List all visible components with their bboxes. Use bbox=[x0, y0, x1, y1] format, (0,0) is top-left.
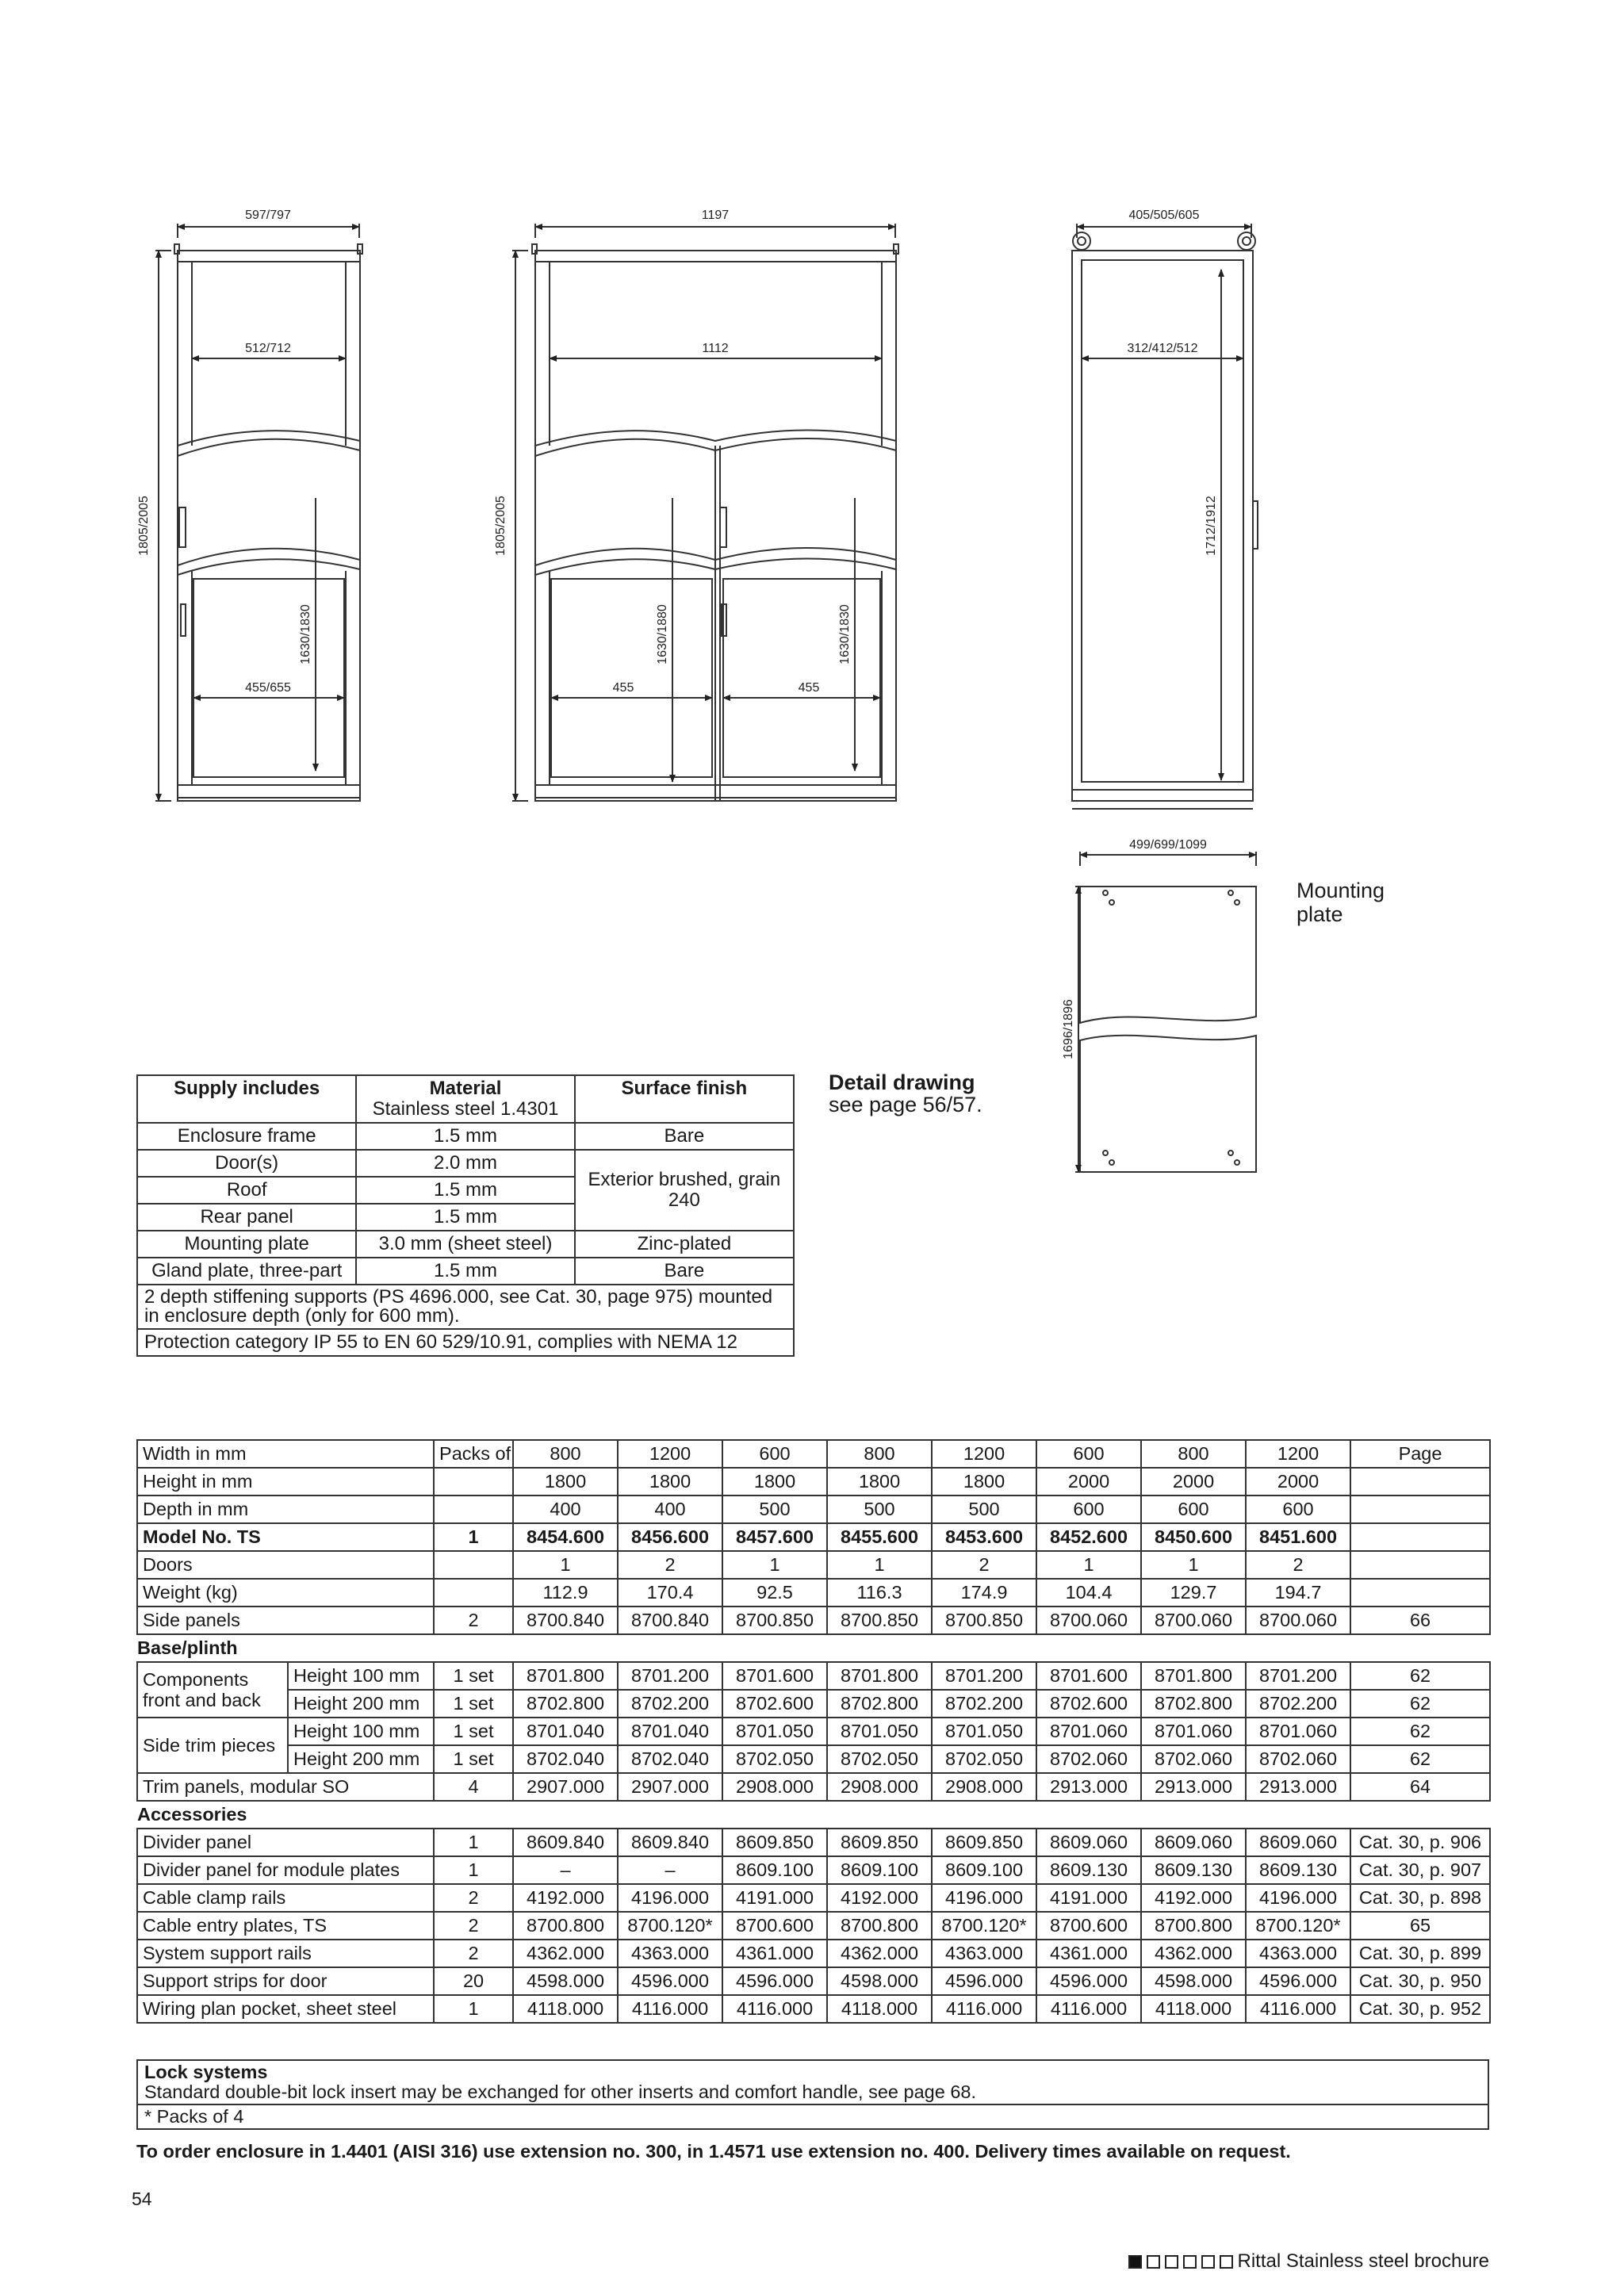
table-cell: 8702.050 bbox=[932, 1745, 1036, 1773]
table-cell: 8452.600 bbox=[1036, 1523, 1141, 1551]
table-cell: 4196.000 bbox=[618, 1884, 722, 1912]
table-cell: 194.7 bbox=[1246, 1579, 1350, 1607]
table-cell: 62 bbox=[1350, 1718, 1490, 1745]
table-cell: 8702.050 bbox=[827, 1745, 932, 1773]
table-cell: Support strips for door bbox=[137, 1967, 434, 1995]
table-cell: 4596.000 bbox=[1036, 1967, 1141, 1995]
table-cell: 8702.200 bbox=[618, 1690, 722, 1718]
table-cell: 8455.600 bbox=[827, 1523, 932, 1551]
brochure-footer bbox=[1128, 2250, 1489, 2273]
table-cell: 8609.850 bbox=[827, 1829, 932, 1856]
table-cell: 8700.850 bbox=[722, 1607, 827, 1634]
table-cell: 62 bbox=[1350, 1745, 1490, 1773]
table-cell: 8701.060 bbox=[1036, 1718, 1141, 1745]
table-cell: 2907.000 bbox=[618, 1773, 722, 1801]
table-cell: 4362.000 bbox=[827, 1940, 932, 1967]
material-header: Material Stainless steel 1.4301 bbox=[356, 1075, 574, 1123]
table-cell bbox=[1350, 1496, 1490, 1523]
group-label: Components front and back bbox=[137, 1662, 288, 1718]
table-cell: 62 bbox=[1350, 1662, 1490, 1690]
supply-note-row bbox=[137, 1285, 794, 1329]
double-height-label: 1805/2005 bbox=[494, 496, 508, 556]
table-cell: 4361.000 bbox=[722, 1940, 827, 1967]
table-cell: 4596.000 bbox=[618, 1967, 722, 1995]
table-cell: 8700.850 bbox=[932, 1607, 1036, 1634]
lock-systems-cell bbox=[137, 2060, 1488, 2104]
table-cell: Packs of bbox=[434, 1440, 513, 1468]
table-row bbox=[137, 1967, 1490, 1995]
table-cell: 1800 bbox=[827, 1468, 932, 1496]
double-lower-width-right-label: 455 bbox=[798, 681, 820, 695]
table-cell: 4116.000 bbox=[722, 1995, 827, 2023]
double-inner-width-label: 1112 bbox=[702, 342, 729, 355]
table-row bbox=[137, 1468, 1490, 1496]
table-cell bbox=[434, 1579, 513, 1607]
table-cell: 4118.000 bbox=[1141, 1995, 1246, 2023]
table-cell: 1800 bbox=[932, 1468, 1036, 1496]
table-cell: 4 bbox=[434, 1773, 513, 1801]
table-cell: Height 100 mm bbox=[288, 1662, 434, 1690]
table-cell: 2913.000 bbox=[1036, 1773, 1141, 1801]
double-door-enclosure-drawing bbox=[512, 224, 898, 801]
table-cell: 8700.120* bbox=[618, 1912, 722, 1940]
table-cell: 8609.840 bbox=[513, 1829, 618, 1856]
table-cell: Cat. 30, p. 906 bbox=[1350, 1829, 1490, 1856]
single-inner-height-label: 1630/1830 bbox=[299, 604, 312, 664]
table-row bbox=[137, 1884, 1490, 1912]
table-row bbox=[137, 1912, 1490, 1940]
table-cell: 64 bbox=[1350, 1773, 1490, 1801]
table-cell: 8702.040 bbox=[618, 1745, 722, 1773]
table-cell bbox=[434, 1551, 513, 1579]
table-cell bbox=[1350, 1551, 1490, 1579]
supply-row: Gland plate, three-part 1.5 mm Bare bbox=[137, 1258, 794, 1285]
table-cell: 8700.800 bbox=[1141, 1912, 1246, 1940]
supply-includes-header: Supply includes bbox=[137, 1075, 356, 1123]
protection-category-note: Protection category IP 55 to EN 60 529/10.91, complies with NEMA 12 bbox=[137, 1329, 794, 1356]
table-cell: 8609.850 bbox=[722, 1829, 827, 1856]
table-cell: 4192.000 bbox=[827, 1884, 932, 1912]
table-cell: 1 set bbox=[434, 1718, 513, 1745]
table-cell: 8701.050 bbox=[722, 1718, 827, 1745]
table-cell: Cat. 30, p. 907 bbox=[1350, 1856, 1490, 1884]
table-cell: 8450.600 bbox=[1141, 1523, 1246, 1551]
table-cell: 2000 bbox=[1246, 1468, 1350, 1496]
table-cell: 4363.000 bbox=[618, 1940, 722, 1967]
table-cell: Trim panels, modular SO bbox=[137, 1773, 434, 1801]
surface-finish-header: Surface finish bbox=[575, 1075, 794, 1123]
table-cell: 8702.040 bbox=[513, 1745, 618, 1773]
table-cell: 8609.060 bbox=[1141, 1829, 1246, 1856]
page-number: 54 bbox=[132, 2189, 152, 2209]
table-cell: 8700.060 bbox=[1246, 1607, 1350, 1634]
table-row bbox=[137, 1690, 1490, 1718]
table-cell: Width in mm bbox=[137, 1440, 434, 1468]
side-width-label: 405/505/605 bbox=[1128, 209, 1200, 222]
table-cell: 600 bbox=[1036, 1496, 1141, 1523]
table-cell: 4363.000 bbox=[932, 1940, 1036, 1967]
accessories-heading: Accessories bbox=[137, 1804, 247, 1825]
table-cell: Wiring plan pocket, sheet steel bbox=[137, 1995, 434, 2023]
table-cell: 500 bbox=[827, 1496, 932, 1523]
table-cell: 4598.000 bbox=[513, 1967, 618, 1995]
table-cell: 8702.060 bbox=[1246, 1745, 1350, 1773]
table-cell: 1 bbox=[827, 1551, 932, 1579]
table-cell: 8454.600 bbox=[513, 1523, 618, 1551]
table-cell: 4116.000 bbox=[1246, 1995, 1350, 2023]
table-cell: 2 bbox=[932, 1551, 1036, 1579]
table-cell: 8701.800 bbox=[827, 1662, 932, 1690]
square-filled-icon bbox=[1128, 2255, 1142, 2269]
table-row bbox=[137, 1551, 1490, 1579]
square-outline-icon bbox=[1183, 2255, 1197, 2269]
stiffening-supports-note: 2 depth stiffening supports (PS 4696.000, see Cat. 30, page 975) mounted in enclosure depth (only for 600 mm). bbox=[137, 1285, 794, 1329]
table-cell bbox=[1350, 1579, 1490, 1607]
table-cell: 1800 bbox=[513, 1468, 618, 1496]
single-height-label: 1805/2005 bbox=[137, 496, 151, 556]
model-table bbox=[136, 1439, 1491, 2024]
table-cell: 2 bbox=[434, 1884, 513, 1912]
table-cell: 170.4 bbox=[618, 1579, 722, 1607]
table-cell: 8702.200 bbox=[1246, 1690, 1350, 1718]
table-cell: 1 bbox=[722, 1551, 827, 1579]
table-cell: Doors bbox=[137, 1551, 434, 1579]
table-cell: 8700.840 bbox=[618, 1607, 722, 1634]
table-cell: 174.9 bbox=[932, 1579, 1036, 1607]
table-cell: 2908.000 bbox=[722, 1773, 827, 1801]
table-cell: 8702.600 bbox=[1036, 1690, 1141, 1718]
single-width-label: 597/797 bbox=[245, 209, 291, 222]
base-plinth-heading: Base/plinth bbox=[137, 1637, 238, 1658]
table-cell: 8609.130 bbox=[1246, 1856, 1350, 1884]
table-cell: 2 bbox=[434, 1912, 513, 1940]
lock-systems-text: Standard double-bit lock insert may be exchanged for other inserts and comfort handle, see page 68. bbox=[144, 2081, 976, 2102]
table-cell: Model No. TS bbox=[137, 1523, 434, 1551]
table-cell: 4192.000 bbox=[1141, 1884, 1246, 1912]
table-cell: 8701.050 bbox=[827, 1718, 932, 1745]
table-cell: 2000 bbox=[1036, 1468, 1141, 1496]
table-cell: 2913.000 bbox=[1141, 1773, 1246, 1801]
table-cell: 4196.000 bbox=[932, 1884, 1036, 1912]
table-cell: 600 bbox=[1141, 1496, 1246, 1523]
table-row bbox=[137, 1829, 1490, 1856]
table-cell: 8702.050 bbox=[722, 1745, 827, 1773]
side-inner-width-label: 312/412/512 bbox=[1127, 342, 1198, 355]
table-cell: 8701.040 bbox=[618, 1718, 722, 1745]
table-cell: Cat. 30, p. 898 bbox=[1350, 1884, 1490, 1912]
square-outline-icon bbox=[1165, 2255, 1178, 2269]
table-cell: 8700.600 bbox=[722, 1912, 827, 1940]
table-cell: 8701.200 bbox=[1246, 1662, 1350, 1690]
supply-header-row bbox=[137, 1075, 794, 1123]
table-row bbox=[137, 1940, 1490, 1967]
table-cell: 4598.000 bbox=[827, 1967, 932, 1995]
table-cell: 4116.000 bbox=[618, 1995, 722, 2023]
table-cell: 8700.060 bbox=[1036, 1607, 1141, 1634]
table-cell: Divider panel bbox=[137, 1829, 434, 1856]
table-cell: 2913.000 bbox=[1246, 1773, 1350, 1801]
table-cell: 8701.800 bbox=[1141, 1662, 1246, 1690]
table-cell: Cat. 30, p. 950 bbox=[1350, 1967, 1490, 1995]
table-cell: Height 200 mm bbox=[288, 1690, 434, 1718]
table-cell: 8609.840 bbox=[618, 1829, 722, 1856]
table-cell: 1 bbox=[434, 1829, 513, 1856]
table-cell: 4596.000 bbox=[932, 1967, 1036, 1995]
table-cell: 8701.040 bbox=[513, 1718, 618, 1745]
table-cell: 92.5 bbox=[722, 1579, 827, 1607]
table-cell: 4598.000 bbox=[1141, 1967, 1246, 1995]
table-cell: 8609.100 bbox=[722, 1856, 827, 1884]
table-cell: 8456.600 bbox=[618, 1523, 722, 1551]
lock-systems-table bbox=[136, 2059, 1489, 2130]
table-cell: Side panels bbox=[137, 1607, 434, 1634]
table-cell: 4118.000 bbox=[513, 1995, 618, 2023]
table-cell: 1 bbox=[513, 1551, 618, 1579]
table-cell: 4118.000 bbox=[827, 1995, 932, 2023]
brochure-title: Rittal Stainless steel brochure bbox=[1237, 2250, 1489, 2272]
table-cell: 1 bbox=[434, 1856, 513, 1884]
table-cell: 112.9 bbox=[513, 1579, 618, 1607]
single-door-enclosure-drawing bbox=[155, 224, 362, 801]
table-cell: 20 bbox=[434, 1967, 513, 1995]
table-cell: 8700.600 bbox=[1036, 1912, 1141, 1940]
table-cell: System support rails bbox=[137, 1940, 434, 1967]
single-lower-width-label: 455/655 bbox=[245, 681, 291, 695]
table-cell: 1200 bbox=[618, 1440, 722, 1468]
table-row bbox=[137, 1523, 1490, 1551]
table-cell: 1 set bbox=[434, 1745, 513, 1773]
side-view-drawing bbox=[1072, 224, 1258, 809]
table-row bbox=[137, 1745, 1490, 1773]
supply-includes-table bbox=[136, 1074, 795, 1357]
table-cell: 66 bbox=[1350, 1607, 1490, 1634]
table-cell: 8702.800 bbox=[1141, 1690, 1246, 1718]
detail-drawing-reference: see page 56/57. bbox=[829, 1093, 982, 1116]
table-cell: 8702.800 bbox=[827, 1690, 932, 1718]
table-cell: 1 set bbox=[434, 1690, 513, 1718]
table-cell: Weight (kg) bbox=[137, 1579, 434, 1607]
table-cell: 4191.000 bbox=[722, 1884, 827, 1912]
table-cell: Cable entry plates, TS bbox=[137, 1912, 434, 1940]
supply-row: Roof 1.5 mm bbox=[137, 1177, 794, 1204]
table-cell: 1200 bbox=[1246, 1440, 1350, 1468]
table-row bbox=[137, 1662, 1490, 1690]
table-cell: 4116.000 bbox=[1036, 1995, 1141, 2023]
table-cell: 8609.130 bbox=[1036, 1856, 1141, 1884]
table-cell: 8701.060 bbox=[1141, 1718, 1246, 1745]
table-cell: 600 bbox=[722, 1440, 827, 1468]
double-lower-width-left-label: 455 bbox=[612, 681, 634, 695]
side-height-label: 1712/1912 bbox=[1205, 496, 1218, 556]
order-note: To order enclosure in 1.4401 (AISI 316) use extension no. 300, in 1.4571 use extension no. 400. Delivery times available on request. bbox=[136, 2141, 1291, 2162]
table-cell: 1800 bbox=[618, 1468, 722, 1496]
table-row bbox=[137, 1607, 1490, 1634]
table-cell: 2907.000 bbox=[513, 1773, 618, 1801]
table-cell: 8701.800 bbox=[513, 1662, 618, 1690]
supply-row: Mounting plate 3.0 mm (sheet steel) Zinc-plated bbox=[137, 1231, 794, 1258]
table-cell: 1 bbox=[1036, 1551, 1141, 1579]
table-cell: Height 100 mm bbox=[288, 1718, 434, 1745]
table-cell: – bbox=[618, 1856, 722, 1884]
table-cell: 8609.130 bbox=[1141, 1856, 1246, 1884]
table-cell: 8609.100 bbox=[932, 1856, 1036, 1884]
table-cell bbox=[434, 1496, 513, 1523]
table-cell: 800 bbox=[827, 1440, 932, 1468]
group-label: Side trim pieces bbox=[137, 1718, 288, 1773]
table-cell: 600 bbox=[1246, 1496, 1350, 1523]
table-cell: 129.7 bbox=[1141, 1579, 1246, 1607]
table-cell: 8702.600 bbox=[722, 1690, 827, 1718]
mounting-plate-width-label: 499/699/1099 bbox=[1129, 838, 1207, 852]
table-cell: 8609.060 bbox=[1246, 1829, 1350, 1856]
table-cell: 8702.060 bbox=[1036, 1745, 1141, 1773]
table-cell: 2 bbox=[618, 1551, 722, 1579]
table-cell: 500 bbox=[932, 1496, 1036, 1523]
table-cell: 2908.000 bbox=[932, 1773, 1036, 1801]
mounting-plate-label: Mounting plate bbox=[1297, 879, 1385, 926]
table-cell: 4361.000 bbox=[1036, 1940, 1141, 1967]
supply-row: Door(s) 2.0 mm Exterior brushed, grain 240 bbox=[137, 1150, 794, 1177]
table-cell: 4116.000 bbox=[932, 1995, 1036, 2023]
table-row bbox=[137, 1773, 1490, 1801]
table-cell: Height in mm bbox=[137, 1468, 434, 1496]
table-cell: 8702.060 bbox=[1141, 1745, 1246, 1773]
table-row bbox=[137, 1718, 1490, 1745]
table-cell: – bbox=[513, 1856, 618, 1884]
double-inner-height-right-label: 1630/1830 bbox=[838, 604, 852, 664]
table-cell: 4363.000 bbox=[1246, 1940, 1350, 1967]
table-cell: Height 200 mm bbox=[288, 1745, 434, 1773]
table-cell: 65 bbox=[1350, 1912, 1490, 1940]
table-cell: 1 bbox=[434, 1523, 513, 1551]
table-cell: 1800 bbox=[722, 1468, 827, 1496]
table-cell: Cat. 30, p. 952 bbox=[1350, 1995, 1490, 2023]
table-cell: 400 bbox=[618, 1496, 722, 1523]
table-cell: 2 bbox=[1246, 1551, 1350, 1579]
table-cell: 62 bbox=[1350, 1690, 1490, 1718]
table-cell: Depth in mm bbox=[137, 1496, 434, 1523]
table-cell: 4191.000 bbox=[1036, 1884, 1141, 1912]
mounting-plate-height-label: 1696/1896 bbox=[1062, 999, 1075, 1059]
double-width-label: 1197 bbox=[701, 209, 730, 222]
table-cell: Page bbox=[1350, 1440, 1490, 1468]
supply-note-row bbox=[137, 1329, 794, 1356]
table-cell: 1 bbox=[434, 1995, 513, 2023]
double-inner-height-left-label: 1630/1880 bbox=[656, 604, 669, 664]
table-cell: 2908.000 bbox=[827, 1773, 932, 1801]
table-cell: 8609.060 bbox=[1036, 1829, 1141, 1856]
table-cell: 1 set bbox=[434, 1662, 513, 1690]
table-cell: 8701.060 bbox=[1246, 1718, 1350, 1745]
table-cell: 4596.000 bbox=[722, 1967, 827, 1995]
table-cell: 8700.060 bbox=[1141, 1607, 1246, 1634]
table-cell: Cat. 30, p. 899 bbox=[1350, 1940, 1490, 1967]
square-outline-icon bbox=[1147, 2255, 1160, 2269]
table-cell: 8701.600 bbox=[722, 1662, 827, 1690]
table-cell: 4362.000 bbox=[1141, 1940, 1246, 1967]
lock-systems-title: Lock systems bbox=[144, 2062, 268, 2082]
table-cell: 2 bbox=[434, 1940, 513, 1967]
table-cell: 104.4 bbox=[1036, 1579, 1141, 1607]
table-cell: 8702.800 bbox=[513, 1690, 618, 1718]
table-cell: 4596.000 bbox=[1246, 1967, 1350, 1995]
table-cell: 8701.200 bbox=[932, 1662, 1036, 1690]
table-cell: 8700.850 bbox=[827, 1607, 932, 1634]
table-cell: 8701.200 bbox=[618, 1662, 722, 1690]
table-cell: 600 bbox=[1036, 1440, 1141, 1468]
table-cell: 4192.000 bbox=[513, 1884, 618, 1912]
mounting-plate-drawing bbox=[1075, 852, 1256, 1172]
table-row bbox=[137, 1496, 1490, 1523]
table-row bbox=[137, 1856, 1490, 1884]
table-cell: 2 bbox=[434, 1607, 513, 1634]
table-cell: 800 bbox=[513, 1440, 618, 1468]
table-cell: 8609.100 bbox=[827, 1856, 932, 1884]
table-row bbox=[137, 1440, 1490, 1468]
table-cell: 8701.050 bbox=[932, 1718, 1036, 1745]
table-cell: 8700.800 bbox=[513, 1912, 618, 1940]
table-row bbox=[137, 1995, 1490, 2023]
table-row bbox=[137, 1579, 1490, 1607]
supply-row: Rear panel 1.5 mm bbox=[137, 1204, 794, 1231]
table-cell bbox=[434, 1468, 513, 1496]
detail-drawing-title: Detail drawing bbox=[829, 1070, 975, 1094]
table-cell: 4362.000 bbox=[513, 1940, 618, 1967]
table-cell: 1200 bbox=[932, 1440, 1036, 1468]
table-cell: 4196.000 bbox=[1246, 1884, 1350, 1912]
table-cell: 8702.200 bbox=[932, 1690, 1036, 1718]
table-cell: 8609.850 bbox=[932, 1829, 1036, 1856]
table-cell: 8700.800 bbox=[827, 1912, 932, 1940]
table-cell: 8453.600 bbox=[932, 1523, 1036, 1551]
supply-row: Enclosure frame 1.5 mm Bare bbox=[137, 1123, 794, 1150]
table-cell: 8700.120* bbox=[932, 1912, 1036, 1940]
square-outline-icon bbox=[1201, 2255, 1215, 2269]
table-cell: 500 bbox=[722, 1496, 827, 1523]
table-cell: Cable clamp rails bbox=[137, 1884, 434, 1912]
table-cell: Divider panel for module plates bbox=[137, 1856, 434, 1884]
table-cell: 8700.840 bbox=[513, 1607, 618, 1634]
table-cell: 1 bbox=[1141, 1551, 1246, 1579]
table-cell: 400 bbox=[513, 1496, 618, 1523]
packs-footnote: * Packs of 4 bbox=[137, 2104, 1488, 2129]
table-cell bbox=[1350, 1523, 1490, 1551]
table-cell: 8457.600 bbox=[722, 1523, 827, 1551]
table-cell: 8701.600 bbox=[1036, 1662, 1141, 1690]
table-cell: 116.3 bbox=[827, 1579, 932, 1607]
table-cell: 8700.120* bbox=[1246, 1912, 1350, 1940]
table-cell: 8451.600 bbox=[1246, 1523, 1350, 1551]
table-cell: 2000 bbox=[1141, 1468, 1246, 1496]
table-cell bbox=[1350, 1468, 1490, 1496]
square-outline-icon bbox=[1220, 2255, 1233, 2269]
single-inner-width-label: 512/712 bbox=[245, 342, 291, 355]
table-cell: 800 bbox=[1141, 1440, 1246, 1468]
